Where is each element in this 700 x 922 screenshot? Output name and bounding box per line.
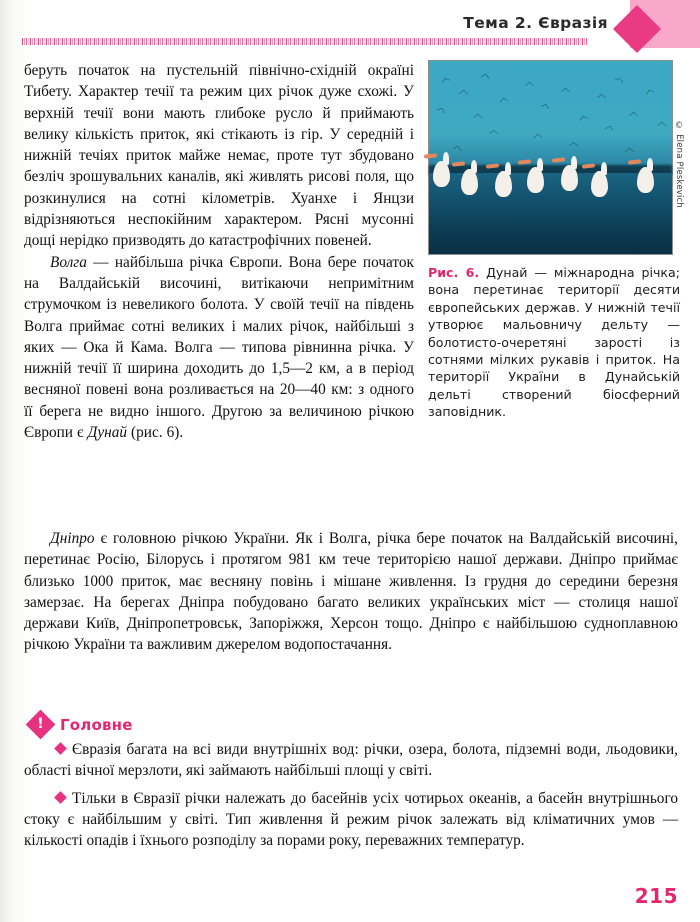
figure-label: Рис. 6. bbox=[428, 265, 480, 280]
flying-bird-icon: ︿ bbox=[604, 121, 615, 133]
flying-bird-icon: ︿ bbox=[439, 72, 452, 86]
paragraph-volga-text-b: (рис. 6). bbox=[127, 424, 184, 442]
flying-bird-icon: ︿ bbox=[561, 84, 571, 94]
paragraph-volga bbox=[24, 252, 414, 444]
diamond-bullet-icon bbox=[54, 791, 67, 804]
flying-bird-icon: ︿ bbox=[532, 129, 543, 141]
pelican-icon bbox=[637, 167, 654, 193]
pelican-icon bbox=[495, 171, 512, 197]
figure-caption bbox=[428, 264, 680, 421]
flying-bird-icon: ︿ bbox=[629, 108, 639, 118]
flying-bird-icon: ︿ bbox=[625, 144, 635, 154]
term-dnipro: Дніпро bbox=[50, 530, 95, 547]
page-header bbox=[0, 0, 700, 52]
flying-bird-icon: ︿ bbox=[525, 78, 535, 88]
term-dunai: Дунай bbox=[87, 424, 128, 442]
paragraph-dnipro bbox=[24, 528, 678, 656]
flying-bird-icon: ︿ bbox=[657, 118, 667, 128]
term-volga: Волга bbox=[50, 253, 87, 271]
pelican-icon bbox=[433, 161, 450, 187]
full-width-text-block bbox=[24, 528, 678, 656]
flying-bird-icon: ︿ bbox=[498, 93, 509, 105]
flying-bird-icon: ︿ bbox=[459, 86, 469, 96]
pelican-icon bbox=[527, 167, 544, 193]
key-points-header bbox=[24, 714, 678, 735]
page-number: 215 bbox=[634, 884, 678, 908]
paragraph-rivers-asia: беруть початок на пустельній північно-східній окраїні Тибету. Характер течії та режим цих річок дуже схожі. У верхній течії вони мають глибоке русло й приймають велику кількість приток, які стікають із гір. У середній і нижній течіях приток майже немає, проте тут збудовано безліч зрошувальних каналів, які живлять рисові поля, що розкинулися на сотні кілометрів. Хуанхе і Янцзи відрізняються неспокійним характером. Рясні мусонні дощі нерідко призводять до катастрофічних повеней. bbox=[24, 62, 414, 250]
right-figure-column bbox=[428, 60, 684, 421]
diamond-bullet-icon bbox=[54, 742, 67, 755]
left-text-column bbox=[24, 60, 414, 443]
flying-bird-icon: ︿ bbox=[643, 84, 656, 98]
key-point-item bbox=[24, 739, 678, 782]
running-head-title: Тема 2. Євразія bbox=[463, 14, 608, 32]
flying-bird-icon: ︿ bbox=[480, 69, 492, 81]
flying-bird-icon: ︿ bbox=[613, 72, 626, 86]
key-point-item bbox=[24, 788, 678, 852]
flying-bird-icon: ︿ bbox=[435, 102, 448, 116]
flying-bird-icon: ︿ bbox=[597, 90, 607, 100]
exclamation-diamond-icon bbox=[26, 710, 56, 740]
photo-danube-pelicans bbox=[428, 60, 684, 255]
pelican-icon bbox=[561, 165, 578, 191]
figure-6 bbox=[428, 60, 684, 421]
key-point-text: Євразія багата на всі види внутрішніх вод: річки, озера, болота, підземні води, льодовики, області вічної мерзлоти, які займають найбільші площі у світі. bbox=[24, 741, 678, 780]
photo-credit: © Elena Pleskevich bbox=[674, 121, 684, 209]
flying-bird-icon: ︿ bbox=[539, 98, 552, 112]
key-point-text: Тільки в Євразії річки належать до басейнів усіх чотирьох океанів, а басейн внутрішнього стоку є найбільшим у світі. Тип живлення й режим річок залежать від кліматичних умов — кількості опадів і їхнього розподілу за порами року, переважних температур. bbox=[24, 789, 678, 850]
flying-bird-icon: ︿ bbox=[569, 138, 579, 148]
header-dotted-rule bbox=[22, 38, 587, 45]
figure-caption-text: Дунай — міжнародна річка; вона перетинає території десяти європейських держав. У нижній течії утворює мальовничу дельту — болотисто-очеретяні зарості із сотнями мілких рукавів і приток. На території України в Дунайській дельті створений біосферний заповідник. bbox=[428, 265, 680, 420]
flying-bird-icon: ︿ bbox=[577, 111, 589, 123]
flying-bird-icon: ︿ bbox=[452, 141, 464, 153]
paragraph-dnipro-text: є головною річкою України. Як і Волга, річка бере початок на Валдайській височині, перетинає Росію, Білорусь і протягом 981 км тече територією нашої держави. Дніпро приймає близько 1000 приток, має весняну повінь і мішане живлення. Із грудня до середини березня замерзає. На берегах Дніпра побудовано багато великих українських міст — столиця нашої держави Київ, Дніпропетровськ, Запоріжжя, Херсон тощо. Дніпро є найбільшою судноплавною річкою України та важливим джерелом водопостачання. bbox=[24, 530, 678, 654]
key-points-title: Головне bbox=[60, 715, 133, 734]
exclamation-glyph: ! bbox=[37, 716, 44, 732]
paragraph-volga-text-a: — найбільша річка Європи. Вона бере початок на Валдайській височині, витікаючи непримітним струмочком із невеликого болота. У своїй течії на південь Волга приймає сотні великих і малих річок, найбільші з яких — Ока й Кама. Волга — типова рівнинна річка. У нижній течії її ширина доходить до 1,5—2 км, а в період весняної повені вона розливається на 20—40 км: з одного її берега не видно іншого. Другою за величиною річкою Європи є bbox=[24, 253, 414, 442]
key-points-block bbox=[24, 714, 678, 857]
flying-bird-icon: ︿ bbox=[473, 110, 483, 120]
pelican-icon bbox=[591, 171, 608, 197]
flying-bird-icon: ︿ bbox=[489, 126, 499, 136]
pelican-icon bbox=[461, 169, 478, 195]
